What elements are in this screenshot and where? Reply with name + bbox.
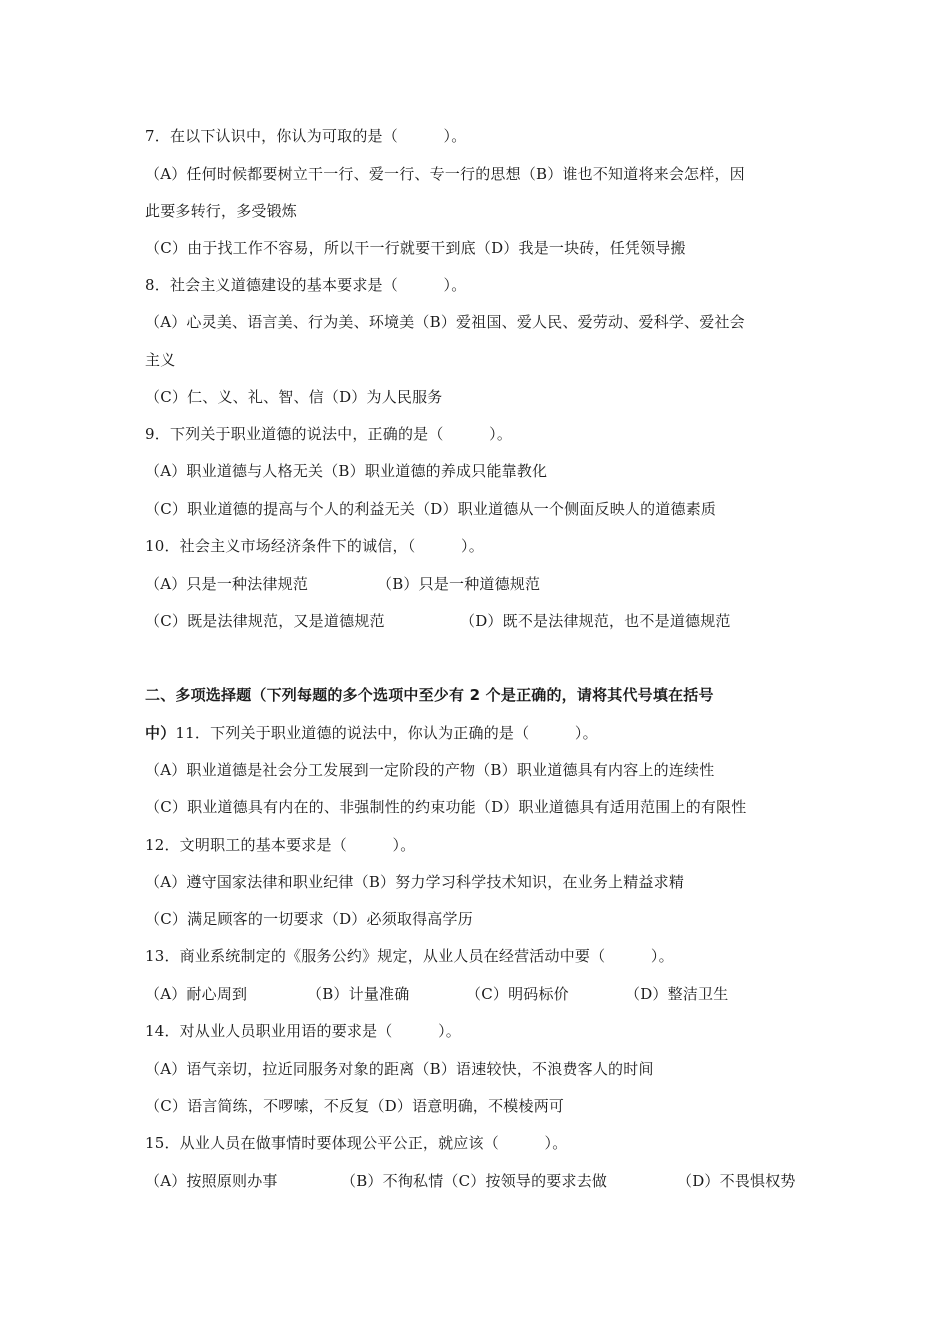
q9-options-cd: （C）职业道德的提高与个人的利益无关（D）职业道德从一个侧面反映人的道德素质	[145, 500, 717, 518]
q8-options-cd: （C）仁、义、礼、智、信（D）为人民服务	[145, 388, 443, 406]
q12-stem: 12．文明职工的基本要求是（ ）。	[145, 836, 416, 854]
q15-options	[145, 1171, 796, 1191]
q12-options-cd: （C）满足顾客的一切要求（D）必须取得高学历	[145, 910, 473, 928]
q10-options-ab	[145, 574, 540, 594]
q13-option-d: （D）整洁卫生	[625, 985, 729, 1003]
q15-stem: 15．从业人员在做事情时要体现公平公正，就应该（ ）。	[145, 1134, 568, 1152]
q14-stem: 14．对从业人员职业用语的要求是（ ）。	[145, 1022, 461, 1040]
q14-options-ab: （A）语气亲切，拉近同服务对象的距离（B）语速较快，不浪费客人的时间	[145, 1060, 654, 1078]
q14-options-cd: （C）语言简练，不啰嗦，不反复（D）语意明确，不模棱两可	[145, 1097, 565, 1115]
q13-options	[145, 984, 728, 1004]
q11-options-cd: （C）职业道德具有内在的、非强制性的约束功能（D）职业道德具有适用范围上的有限性	[145, 798, 747, 816]
q15-option-d: （D）不畏惧权势	[677, 1172, 796, 1190]
q15-option-a: （A）按照原则办事	[145, 1172, 278, 1190]
q8-options-ab: （A）心灵美、语言美、行为美、环境美（B）爱祖国、爱人民、爱劳动、爱科学、爱社会	[145, 313, 745, 331]
q13-stem: 13．商业系统制定的《服务公约》规定，从业人员在经营活动中要（ ）。	[145, 947, 674, 965]
q13-option-c: （C）明码标价	[466, 985, 569, 1003]
q10-option-b: （B）只是一种道德规范	[377, 575, 541, 593]
q8-options-ab-continued: 主义	[145, 351, 176, 369]
q10-option-a: （A）只是一种法律规范	[145, 575, 309, 593]
q10-stem: 10．社会主义市场经济条件下的诚信，（ ）。	[145, 537, 484, 555]
q13-option-b: （B）计量准确	[307, 985, 410, 1003]
section-2-heading: 二、多项选择题（下列每题的多个选项中至少有 2 个是正确的，请将其代号填在括号	[145, 686, 714, 704]
q15-options-bc: （B）不徇私情（C）按领导的要求去做	[341, 1172, 608, 1190]
q7-stem: 7．在以下认识中，你认为可取的是（ ）。	[145, 127, 467, 145]
q7-options-ab: （A）任何时候都要树立干一行、爱一行、专一行的思想（B）谁也不知道将来会怎样，因	[145, 165, 745, 183]
q10-option-c: （C）既是法律规范，又是道德规范	[145, 612, 385, 630]
q9-stem: 9．下列关于职业道德的说法中，正确的是（ ）。	[145, 425, 513, 443]
q10-option-d: （D）既不是法律规范，也不是道德规范	[460, 612, 731, 630]
q13-option-a: （A）耐心周到	[145, 985, 248, 1003]
q11-options-ab: （A）职业道德是社会分工发展到一定阶段的产物（B）职业道德具有内容上的连续性	[145, 761, 715, 779]
q9-options-ab: （A）职业道德与人格无关（B）职业道德的养成只能靠教化	[145, 462, 548, 480]
q11-stem: 11．下列关于职业道德的说法中，你认为正确的是（ ）。	[175, 724, 598, 742]
q10-options-cd	[145, 611, 731, 631]
section-2-heading-end: 中）	[145, 724, 176, 742]
q11-stem-line	[145, 723, 598, 743]
q12-options-ab: （A）遵守国家法律和职业纪律（B）努力学习科学技术知识，在业务上精益求精	[145, 873, 685, 891]
q7-options-ab-continued: 此要多转行，多受锻炼	[145, 202, 298, 220]
q7-options-cd: （C）由于找工作不容易，所以干一行就要干到底（D）我是一块砖，任凭领导搬	[145, 239, 686, 257]
q8-stem: 8．社会主义道德建设的基本要求是（ ）。	[145, 276, 467, 294]
